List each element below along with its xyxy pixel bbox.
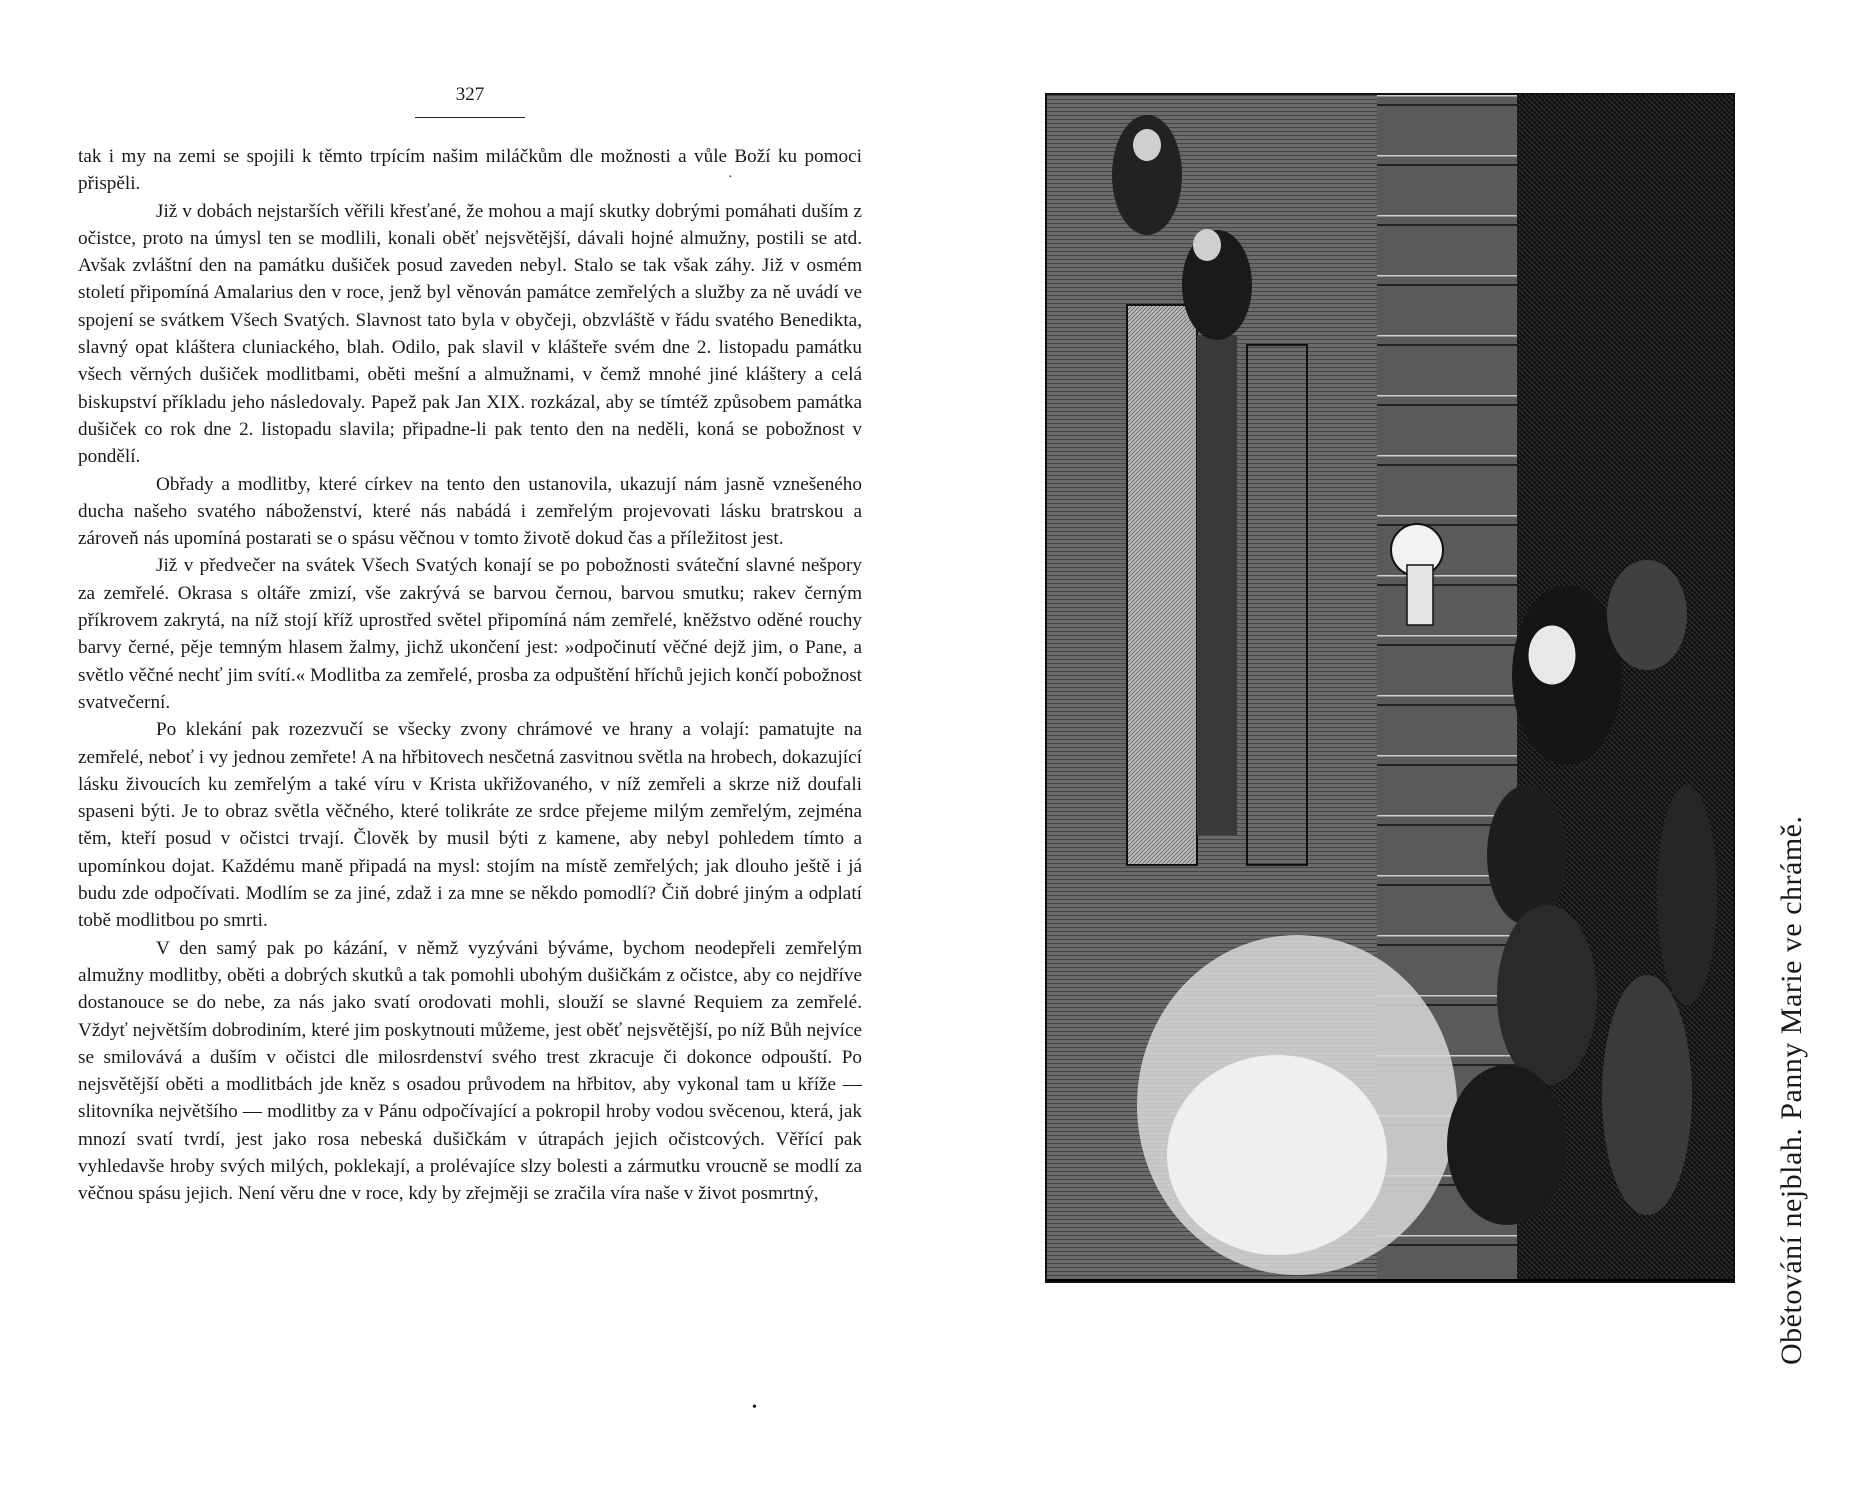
text-column xyxy=(78,143,862,1208)
bottom-ink-mark: • xyxy=(752,1400,757,1415)
paragraph: Již v předvečer na svátek Všech Svatých konají se po pobožnosti sváteční slavné nešpory za zemřelé. Okrasa s oltáře zmizí, vše zakrývá se barvou černou, barvou smutku; rakev černým příkrovem zakrytá, na níž stojí kříž uprostřed světel připomíná nám zemřelé, kněžstvo oděné rouchy barvy černé, pěje temným hlasem žalmy, jichž ukončení jest: »odpočinutí věčné dejž jim, o Pane, a světlo věčné nechť jim svítí.« Modlitba za zemřelé, prosba za odpuštění hříchů jejich končí pobožnost svatvečerní. xyxy=(78,555,863,713)
paragraph: tak i my na zemi se spojili k těmto trpícím našim miláčkům dle možnosti a vůle Boží ku pomoci přispěli. xyxy=(78,146,862,195)
engraving-illustration xyxy=(1045,93,1735,1283)
engraving-image xyxy=(1047,95,1733,1281)
paragraph: Již v dobách nejstarších věřili křesťané, že mohou a mají skutky dobrými pomáhati duším z očistce, proto na úmysl ten se modlili, konali oběť nejsvětější, dávali hojné almužny, postili se atd. Avšak zvláštní den na památku dušiček posud zaveden nebyl. Stalo se tak však záhy. Již v osmém století připomíná Amalarius den v roce, jenž byl věnován památce zemřelých a služby za ně uvádí ve spojení se svátkem Všech Svatých. Slavnost tato byla v obyčeji, obzvláště v řádu svatého Benedikta, slavný opat kláštera cluniackého, blah. Odilo, pak slavil v klášteře svém dne 2. listopadu památku všech věrných dušiček modlitbami, oběti mešní a almužnami, v čemž mnohé jiné kláštery a celá biskupství příkladu jeho následovaly. Papež pak Jan XIX. rozkázal, aby se tímtéž způsobem památka dušiček co rok dne 2. listopadu slavila; připadne-li pak tento den na neděli, koná se pobožnost v pondělí. xyxy=(78,200,862,468)
page-number: 327 xyxy=(455,84,485,105)
stray-ink-mark: · xyxy=(728,170,733,185)
paragraph: Po klekání pak rozezvučí se všecky zvony chrámové ve hrany a volají: pamatujte na zemřelé, neboť i vy jednou zemřete! A na hřbitovech nesčetná zasvitnou světla na hrobech, dokazující lásku živoucích ku zemřelým a také víru v Krista ukřižovaného, v níž zemřeli a skrze niž doufali spaseni býti. Je to obraz světla věčného, které tolikráte ze srdce přejeme milým zemřelým, zejména těm, kteří posud v očistci trvají. Člověk by musil býti z kamene, aby nebyl pohledem tímto a upomínkou dojat. Každému maně připadá na mysl: stojím na místě zemřelých; jak dlouho ještě i já budu zde odpočívati. Modlím se za jiné, zdaž i za mne se někdo pomodlí? Čiň dobré jiným a odplatí tobě modlitbou po smrti. xyxy=(78,719,862,932)
page-number-rule xyxy=(415,117,525,118)
paragraph: Obřady a modlitby, které církev na tento den ustanovila, ukazují nám jasně vznešeného ducha našeho svatého náboženství, které nás nabádá i zemřelým projevovati lásku bratrskou a zároveň nás upomíná postarati se o spásu věčnou v tomto životě dokud čas a příležitost jest. xyxy=(78,473,862,550)
paragraph: V den samý pak po kázání, v němž vyzýváni býváme, bychom neodepřeli zemřelým almužny modlitby, oběti a dobrých skutků a tak pomohli ubohým dušičkám z očistce, aby co nejdříve dostanouce se do nebe, za nás jako svatí orodovati mohli, slouží se slavné Requiem za zemřelé. Vždyť největším dobrodiním, které jim poskytnouti můžeme, jest oběť nejsvětější, po níž Bůh nejvíce se smilovává a duším v očistci dle milosrdenství svého trest zkracuje či dokonce odpouští. Po nejsvětější oběti a modlitbách jde kněz s osadou průvodem na hřbitov, aby vykonal tam u kříže — slitovníka největšího — modlitby za v Pánu odpočívající a pokropil hroby vodou svěcenou, která, jak mnozí svatí tvrdí, jest jako rosa nebeská dušičkám v útrapách jejich očistcových. Věřící pak vyhledavše hroby svých milých, poklekají, a prolévajíce slzy bolesti a zármutku vroucně se modlí za věčnou spásu jejich. Není věru dne v roce, kdy by zřejměji se zračila víra naše v život posmrtný, xyxy=(78,937,862,1205)
illustration-caption: Obětování nejblah. Panny Marie ve chrámě. xyxy=(1775,815,1808,1365)
